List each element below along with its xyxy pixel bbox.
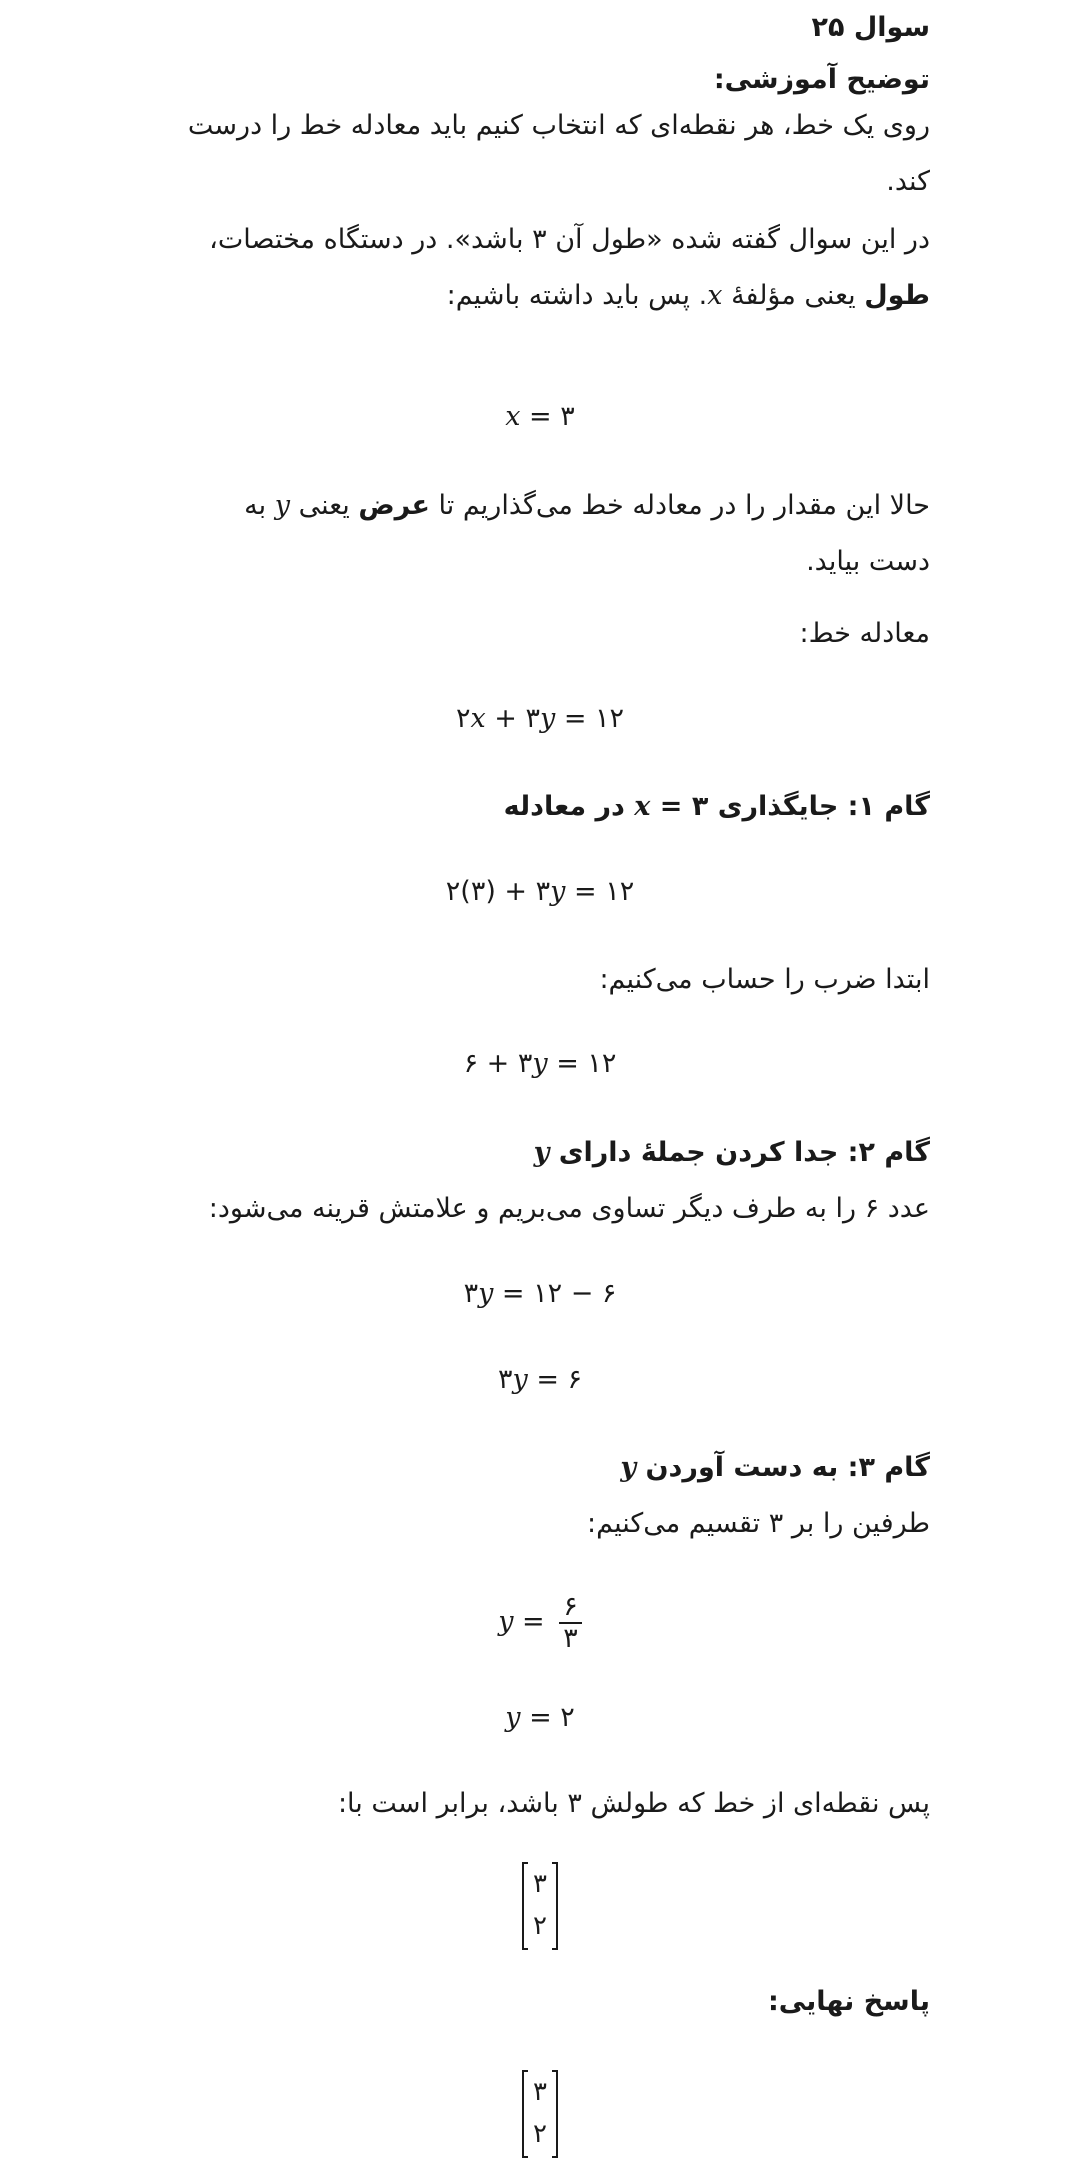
matrix-entry-y: ۲ — [533, 1911, 547, 1941]
divide-text: طرفین را بر ۳ تقسیم می‌کنیم: — [587, 1508, 930, 1539]
fraction: $\frac{۶}{۳}$ — [559, 1592, 582, 1654]
term-length: طول — [864, 280, 930, 311]
equation-step1: ۲(۳) + ۳y = ۱۲ — [445, 876, 635, 907]
var-y: y — [274, 490, 290, 521]
step3-heading: گام ۳: به دست آوردن y — [620, 1452, 930, 1483]
question-title: سوال ۲۵ — [811, 12, 930, 43]
step1-heading: گام ۱: جایگذاری x = ۳ در معادله — [503, 791, 930, 822]
final-answer-heading: پاسخ نهایی: — [767, 1986, 930, 2017]
equation-move: ۳y = ۱۲ − ۶ — [463, 1278, 617, 1309]
equation-multiply: ۶ + ۳y = ۱۲ — [463, 1048, 617, 1079]
term-width: عرض — [358, 490, 430, 521]
point-text: پس نقطه‌ای از خط که طولش ۳ باشد، برابر است با: — [337, 1788, 930, 1819]
equation-y-result: y = ۲ — [505, 1702, 575, 1733]
substitute-paragraph-line-2: دست بیاید. — [806, 546, 930, 577]
intro-paragraph-line-1: روی یک خط، هر نقطه‌ای که انتخاب کنیم باید معادله خط را درست — [187, 110, 930, 141]
matrix-entry-x: ۳ — [533, 2077, 547, 2107]
equation-division: y = $\frac{۶}{۳}$ — [150, 1590, 930, 1654]
point-matrix — [522, 1862, 558, 1950]
line-equation-label: معادله خط: — [799, 618, 930, 649]
substitute-paragraph-line-1: حالا این مقدار را در معادله خط می‌گذاریم تا عرض یعنی y به — [244, 490, 930, 521]
intro-paragraph-line-2: کند. — [886, 166, 930, 197]
matrix-entry-x: ۳ — [533, 1869, 547, 1899]
matrix-entry-y: ۲ — [533, 2119, 547, 2149]
move-term-text: عدد ۶ را به طرف دیگر تساوی می‌بریم و علامتش قرینه می‌شود: — [208, 1193, 930, 1224]
final-answer-matrix — [522, 2070, 558, 2158]
given-paragraph-line-1: در این سوال گفته شده «طول آن ۳ باشد». در دستگاه مختصات، — [209, 224, 930, 255]
explanation-heading: توضیح آموزشی: — [713, 64, 930, 95]
given-paragraph-line-2: طول یعنی مؤلفهٔ x. پس باید داشته باشیم: — [446, 280, 930, 311]
multiply-text: ابتدا ضرب را حساب می‌کنیم: — [599, 964, 930, 995]
equation-simplified: ۳y = ۶ — [497, 1364, 583, 1395]
step2-heading: گام ۲: جدا کردن جملهٔ دارای y — [533, 1137, 930, 1168]
equation-x-equals-3: x = ۳ — [505, 401, 575, 432]
equation-line: ۲x + ۳y = ۱۲ — [455, 703, 625, 734]
var-x: x — [707, 280, 723, 311]
